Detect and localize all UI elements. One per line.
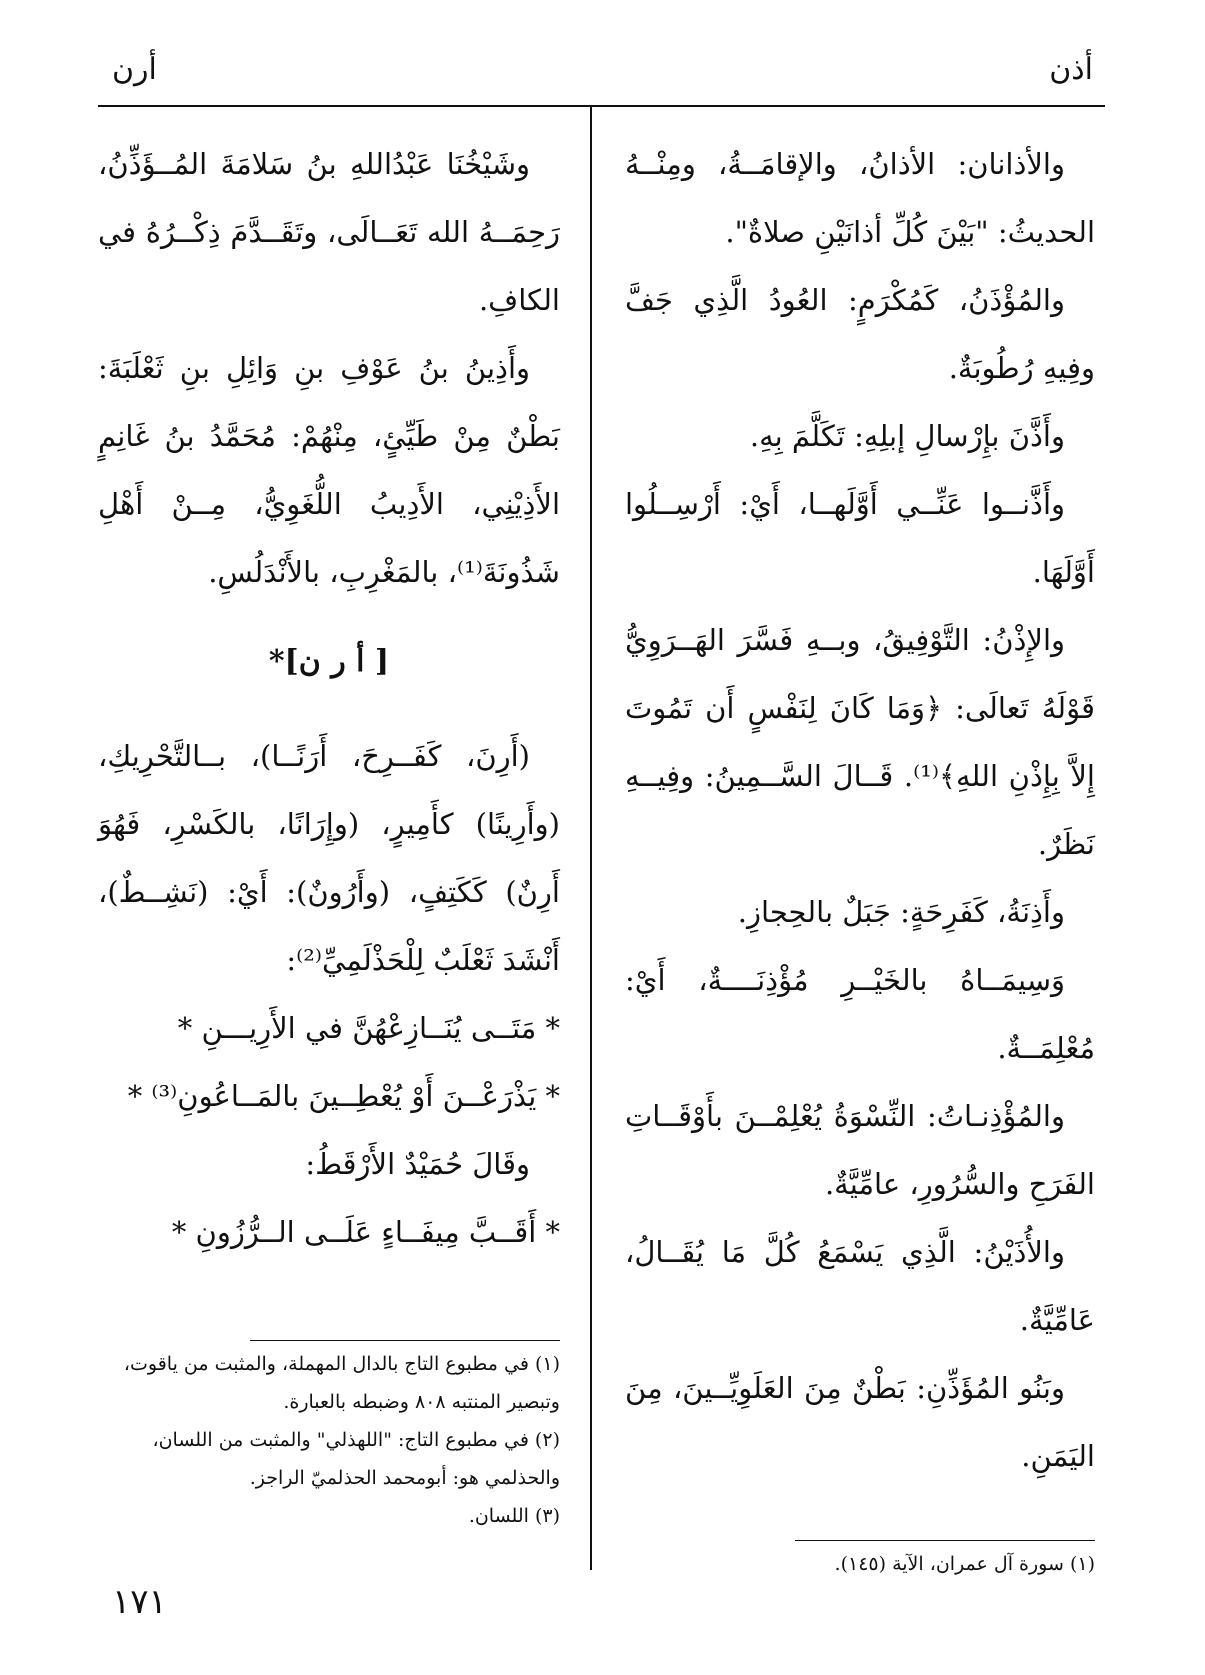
left-column: [98, 130, 560, 1266]
root-entry-heading: [ أ ر ن]*: [268, 644, 390, 679]
entry-paragraph: وأَذِنَةُ، كَفَرِحَةٍ: جَبَلٌ بالحِجازِ.: [737, 895, 1065, 929]
entry-paragraph: وشَيْخُنَا عَبْدُاللهِ بنُ سَلامَةَ المُــؤَذِّنُ، رَحِمَــهُ الله تَعَــالَى، وتَقَــدَّمَ ذِكْــرُهُ في الكافِ.: [98, 147, 560, 317]
footnotes-right: [625, 1545, 1095, 1583]
entry-paragraph: وأَذَّنَ بإِرْسالِ إبلِهِ: تَكَلَّمَ بِهِ.: [749, 419, 1065, 453]
verse-intro: وقَالَ حُمَيْدٌ الأَرْقَطُ:: [305, 1147, 530, 1181]
entry-paragraph: والمُؤْذَنُ، كَمُكْرَمٍ: العُودُ الَّذِي جَفَّ وفِيهِ رُطُوبَةٌ.: [625, 283, 1095, 385]
entry-paragraph: والمُؤْذِنـاتُ: النِّسْوَةُ يُعْلِمْــنَ بأَوْقَــاتِ الفَرَحِ والسُّرُورِ، عامِّيَّةٌ.: [625, 1099, 1095, 1201]
header-root-word-right: أذن: [1049, 52, 1093, 87]
entry-paragraph: وبَنُو المُؤَذِّنِ: بَطْنٌ مِنَ العَلَوِيِّــينَ، مِنَ اليَمَنِ.: [625, 1371, 1095, 1473]
footnote-rule-left: [250, 1340, 560, 1341]
footnote: (٢) في مطبوع التاج: "اللهذلي" والمثبت من اللسان، والحذلمي هو: أبومحمد الحذلميّ الراجز.: [152, 1429, 560, 1489]
entry-paragraph: والأُذَيْنُ: الَّذِي يَسْمَعُ كُلَّ مَا يُقَــالُ، عَامِّيَّةٌ.: [625, 1235, 1095, 1337]
poetry-verse: * يَذْرَعْــنَ أَوْ يُعْطِــينَ بالمَــاعُونِ⁽³⁾ *: [127, 1079, 560, 1113]
entry-paragraph: والإِذْنُ: التَّوْفِيقُ، وبــهِ فَسَّرَ الهَــرَوِيُّ قَوْلَهُ تَعالَى: ﴿وَمَا كَانَ لِنَفْسٍ أَن تَمُوتَ إِلاَّ بِإِذْنِ اللهِ﴾⁽¹⁾. قَــالَ السَّــمِينُ: وفِيــهِ نَظَرٌ.: [625, 623, 1095, 861]
poetry-verse: * مَتَــى يُنَــازِعْهُنَّ في الأَرِيـــنِ *: [177, 1011, 560, 1045]
footnotes-left: [98, 1345, 560, 1535]
page-number: ١٧١: [112, 1582, 167, 1622]
right-column: [625, 130, 1095, 1490]
footnote: (١) في مطبوع التاج بالدال المهملة، والمثبت من ياقوت، وتبصير المنتبه ٨٠٨ وضبطه بالعبارة.: [123, 1353, 560, 1413]
poetry-verse: * أَقَــبَّ مِيفَــاءٍ عَلَــى الــرُّزُونِ *: [171, 1215, 560, 1249]
footnote: (٣) اللسان.: [468, 1505, 560, 1527]
header-rule: [98, 105, 1105, 107]
entry-paragraph: وَسِيمَــاهُ بالخَيْــرِ مُؤْذِنَــــةٌ، أَيْ: مُعْلِمَــةٌ.: [625, 963, 1095, 1065]
entry-paragraph: وأَذِينُ بنُ عَوْفِ بنِ وَائِلِ بنِ ثَعْلَبَةَ: بَطْنٌ مِنْ طَيِّئٍ، مِنْهُمْ: مُحَمَّدُ بنُ غَانِمٍ الأَذِيْنِي، الأَدِيبُ اللُّغَوِيُّ، مِــنْ أَهْلِ شَذُونَةَ⁽¹⁾، بالمَغْرِبِ، بالأَنْدَلُسِ.: [98, 351, 560, 589]
column-divider: [590, 105, 592, 1570]
entry-paragraph: والأذانان: الأذانُ، والإقامَــةُ، ومِنْــهُ الحديثُ: "بَيْنَ كُلِّ أذانَيْنِ صلاةٌ".: [625, 147, 1095, 249]
entry-paragraph: (أَرِنَ، كَفَــرِحَ، أَرَنًــا)، بــالتَّحْرِيكِ، (وأَرِينًا) كأَمِيرٍ، (وإِرَانًا، بالكَسْرِ، فَهُوَ أَرِنٌ) كَكَتِفٍ، (وأَرُونٌ): أَيْ: (نَشِــطٌ)، أَنْشَدَ ثَعْلَبٌ لِلْحَذْلَمِيِّ⁽²⁾:: [98, 739, 560, 977]
header-root-word-left: أرن: [112, 52, 157, 87]
footnote-rule-right: [795, 1540, 1095, 1541]
entry-paragraph: وأَذَّنــوا عَنِّــي أَوَّلَهــا، أَيْ: أَرْسِــلُوا أَوَّلَهَا.: [625, 487, 1095, 589]
footnote: (١) سورة آل عمران، الآية (١٤٥).: [834, 1553, 1095, 1575]
